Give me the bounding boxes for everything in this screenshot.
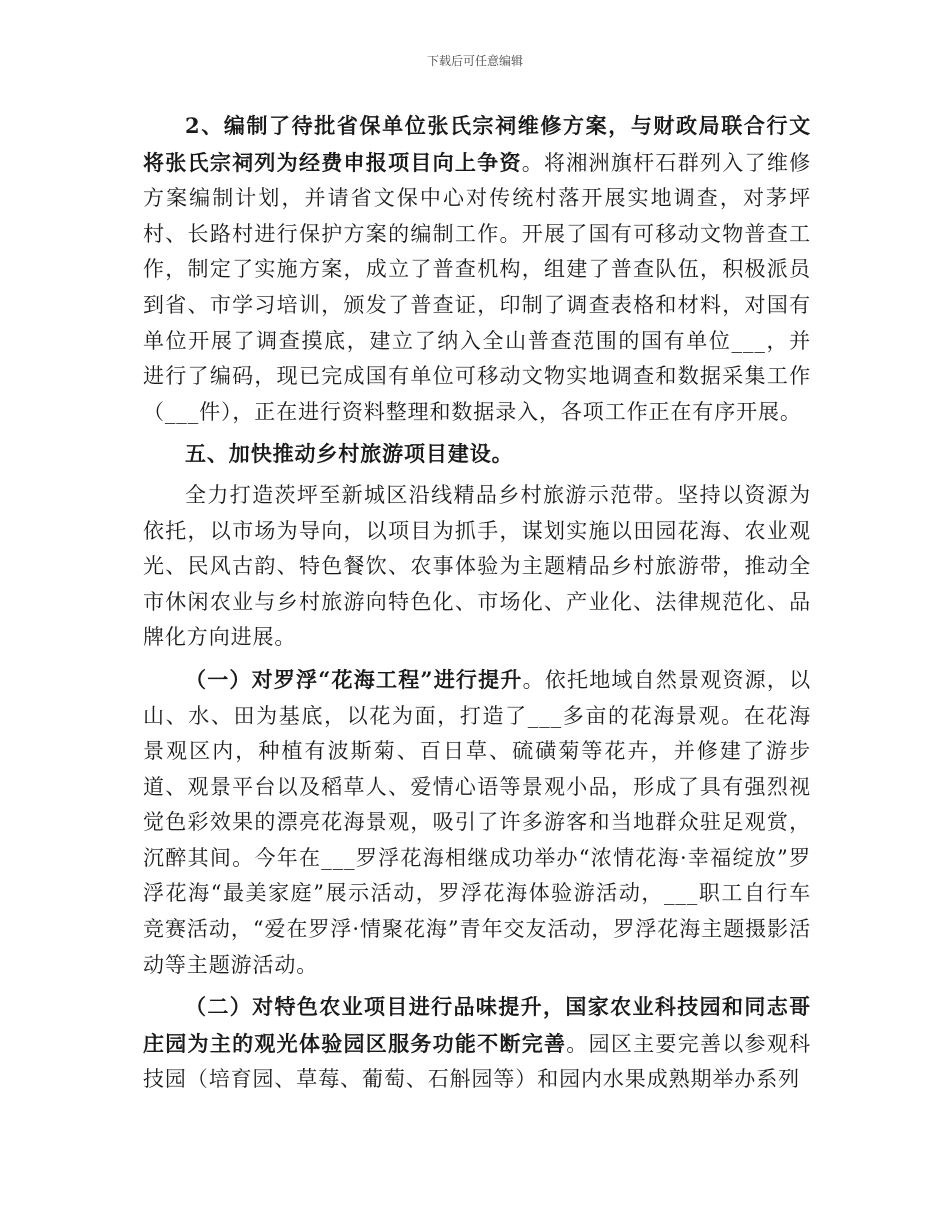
paragraph-5-body: 。园区主要完善以参观科技园（培育园、草莓、葡萄、石斛园等）和园内水果成熟期举办系列 [143, 1031, 811, 1092]
paragraph-4-lead: （一）对罗浮“花海工程”进行提升 [185, 666, 523, 692]
paragraph-4-body: 。依托地域自然景观资源，以山、水、田为基底，以花为面，打造了___多亩的花海景观。在花海景观区内，种植有波斯菊、百日草、硫磺菊等花卉，并修建了游步道、观景平台以及稻草人、爱情心语等景观小品，形成了具有强烈视觉色彩效果的漂亮花海景观，吸引了许多游客和当地群众驻足观赏，沉醉其间。今年在___罗浮花海相继成功举办“浓情花海·幸福绽放”罗浮花海“最美家庭”展示活动，罗浮花海体验游活动，___职工自行车竞赛活动，“爱在罗浮·情聚花海”青年交友活动，罗浮花海主题摄影活动等主题游活动。 [143, 667, 812, 977]
page-header-note: 下载后可任意编辑 [426, 54, 523, 68]
paragraph-1-lead: 2、编制了待批省保单位张氏宗祠维修方案，与财政局联合行文将张氏宗祠列为经费申报项目向上争资 [143, 113, 811, 175]
paragraph-1 [143, 108, 811, 430]
section-heading-five-text: 五、加快推动乡村旅游项目建设。 [185, 441, 514, 467]
paragraph-3 [143, 477, 811, 656]
paragraph-3-body: 全力打造茨坪至新城区沿线精品乡村旅游示范带。坚持以资源为依托，以市场为导向，以项目为抓手，谋划实施以田园花海、农业观光、民风古韵、特色餐饮、农事体验为主题精品乡村旅游带，推动全市休闲农业与乡村旅游向特色化、市场化、产业化、法律规范化、品牌化方向进展。 [143, 482, 811, 650]
section-heading-five [143, 436, 811, 473]
paragraph-1-body: 。将湘洲旗杆石群列入了维修方案编制计划，并请省文保中心对传统村落开展实地调查，对茅坪村、长路村进行保护方案的编制工作。开展了国有可移动文物普查工作，制定了实施方案，成立了普查机构，组建了普查队伍，积极派员到省、市学习培训，颁发了普查证，印制了调查表格和材料，对国有单位开展了调查摸底，建立了纳入全山普查范围的国有单位___，并进行了编码，现已完成国有单位可移动文物实地调查和数据采集工作（___件），正在进行资料整理和数据录入，各项工作正在有序开展。 [143, 150, 811, 424]
document-body [143, 108, 811, 1098]
paragraph-5 [143, 989, 811, 1098]
paragraph-5-lead: （二）对特色农业项目进行品味提升，国家农业科技园和同志哥庄园为主的观光体验园区服务功能不断完善 [143, 994, 811, 1056]
paragraph-4 [143, 662, 811, 983]
